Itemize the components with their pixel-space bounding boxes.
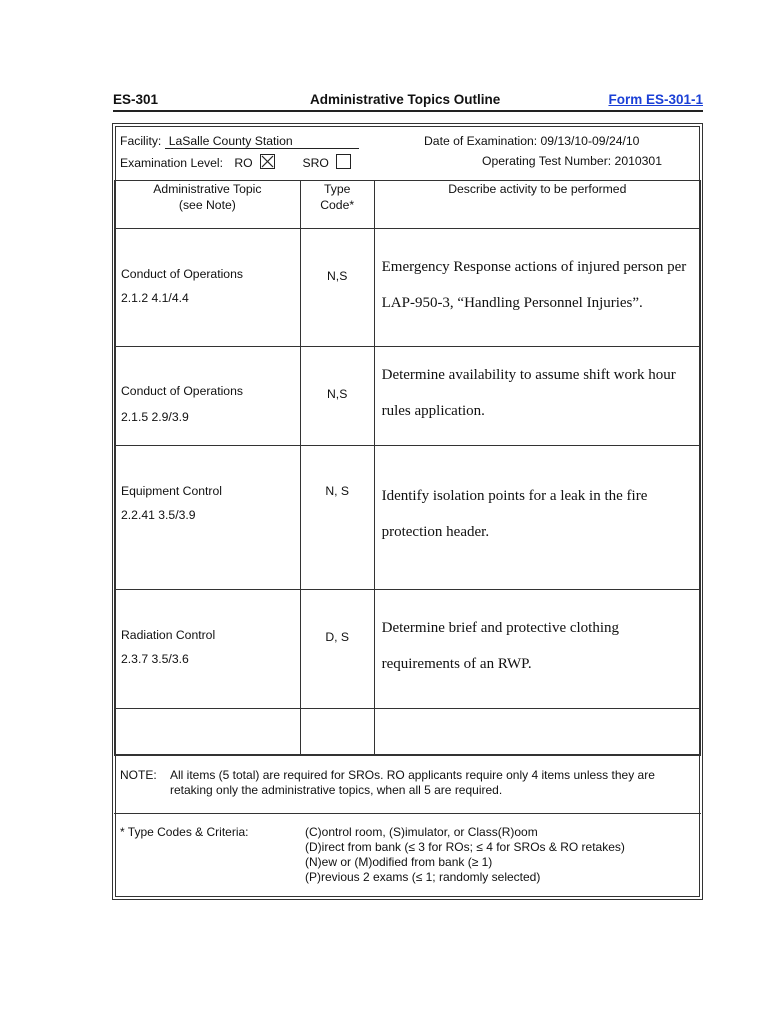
type-code: N,S [327,387,348,401]
topic-name: Conduct of Operations [121,384,243,398]
criteria-item: (D)irect from bank (≤ 3 for ROs; ≤ 4 for SROs & RO retakes) [305,840,625,854]
doc-id: ES-301 [113,92,159,107]
topic-name: Conduct of Operations [121,267,243,281]
criteria-item: (C)ontrol room, (S)imulator, or Class(R)oom [305,825,538,839]
sro-checkbox[interactable] [336,154,351,169]
activity-line: Determine availability to assume shift work hour [381,367,676,383]
table-row [115,590,701,709]
note-label: NOTE: [120,768,157,782]
note-text: All items (5 total) are required for SROs. RO applicants require only 4 items unless they are [170,768,655,782]
type-code: D, S [325,630,350,644]
ro-label: RO [234,156,253,170]
ro-checkbox[interactable] [260,154,275,169]
criteria-item: (N)ew or (M)odified from bank (≥ 1) [305,855,493,869]
table-row [115,446,701,590]
type-codes-label: * Type Codes & Criteria: [120,825,249,839]
exam-level-label: Examination Level: [120,156,223,170]
notes-section [114,755,701,894]
criteria-item: (P)revious 2 exams (≤ 1; randomly selected) [305,870,541,884]
page-title: Administrative Topics Outline [310,92,501,107]
checkbox-x-icon [261,155,274,168]
form-header [113,92,703,112]
note-text: retaking only the administrative topics, when all 5 are required. [170,783,503,797]
operating-test-number: Operating Test Number: 2010301 [482,154,662,168]
form-link[interactable]: Form ES-301-1 [608,92,703,107]
type-code: N, S [325,484,350,498]
activity-line: LAP-950-3, “Handling Personnel Injuries”. [381,295,643,311]
activity-line: rules application. [381,403,485,419]
exam-level [120,154,351,170]
header-activity: Describe activity to be performed [374,181,700,229]
criteria-list [305,825,625,885]
topic-ka: 2.1.2 4.1/4.4 [121,291,189,305]
table-row [115,229,701,347]
activity-line: Emergency Response actions of injured person per [381,259,687,275]
topic-ka: 2.2.41 3.5/3.9 [121,508,196,522]
header-type: Type Code* [300,181,374,229]
topic-ka: 2.3.7 3.5/3.6 [121,652,189,666]
header-divider [113,110,703,112]
activity-line: requirements of an RWP. [381,656,532,672]
exam-date: Date of Examination: 09/13/10-09/24/10 [424,134,640,148]
type-code: N,S [327,269,348,283]
table-row [115,347,701,446]
topic-name: Equipment Control [121,484,222,498]
activity-line: Determine brief and protective clothing [381,620,620,636]
notes-divider [114,813,701,814]
sro-label: SRO [302,156,329,170]
activity-line: protection header. [381,524,490,540]
facility-field [120,134,359,149]
table-header-row [115,181,701,229]
topics-table [114,180,701,755]
topic-ka: 2.1.5 2.9/3.9 [121,410,189,424]
facility-value: LaSalle County Station [165,134,359,149]
table-row-empty [115,709,701,755]
topic-name: Radiation Control [121,628,216,642]
activity-line: Identify isolation points for a leak in the fire [381,488,648,504]
facility-label: Facility: [120,134,162,148]
header-topic: Administrative Topic (see Note) [115,181,301,229]
